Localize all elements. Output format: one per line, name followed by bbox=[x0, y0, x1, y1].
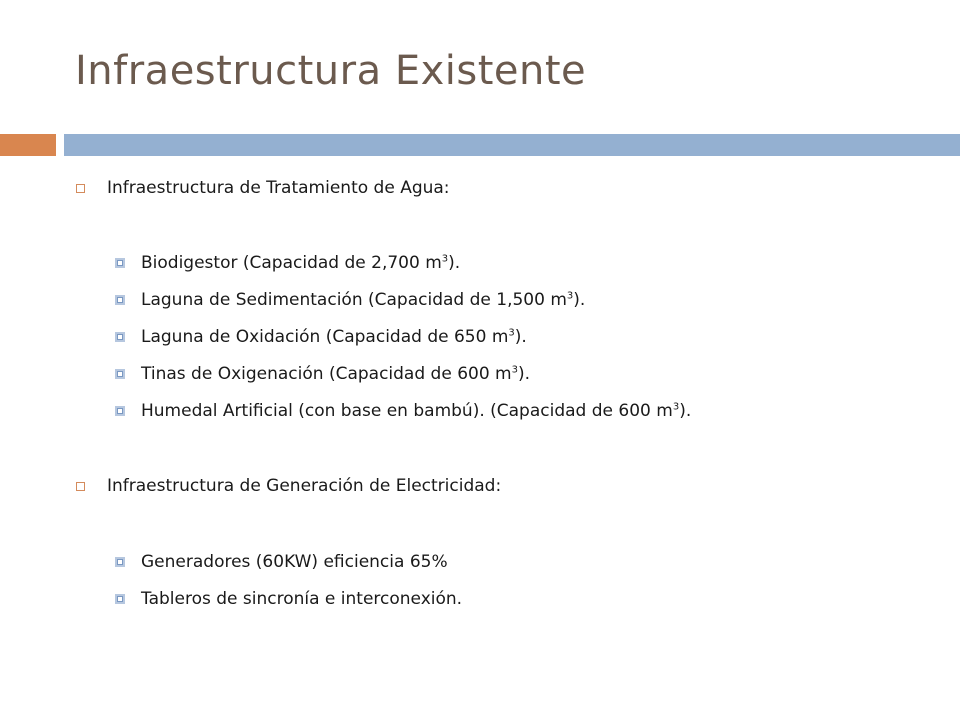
list-item bbox=[115, 253, 460, 273]
bullet-square-icon bbox=[76, 482, 85, 491]
section-heading-text: Infraestructura de Generación de Electricidad: bbox=[107, 476, 502, 496]
list-item bbox=[115, 290, 585, 310]
list-item bbox=[115, 552, 448, 572]
list-item-text: Biodigestor (Capacidad de 2,700 $m^3$). bbox=[141, 253, 461, 273]
bullet-square-icon bbox=[115, 295, 125, 305]
list-item-text: Laguna de Sedimentación (Capacidad de 1,500 $m^3$). bbox=[141, 290, 586, 310]
list-item-text: Laguna de Oxidación (Capacidad de 650 $m^3$). bbox=[141, 327, 527, 347]
bullet-square-icon bbox=[115, 594, 125, 604]
section-heading-text: Infraestructura de Tratamiento de Agua: bbox=[107, 178, 450, 198]
bullet-square-icon bbox=[76, 184, 85, 193]
section-heading-water bbox=[76, 178, 450, 198]
list-item bbox=[115, 364, 530, 384]
list-item bbox=[115, 401, 691, 421]
list-item bbox=[115, 589, 462, 609]
bullet-square-icon bbox=[115, 406, 125, 416]
section-heading-electricity bbox=[76, 476, 501, 496]
bullet-square-icon bbox=[115, 369, 125, 379]
bullet-square-icon bbox=[115, 258, 125, 268]
list-item-text: Tableros de sincronía e interconexión. bbox=[141, 589, 463, 609]
bullet-square-icon bbox=[115, 557, 125, 567]
bullet-square-icon bbox=[115, 332, 125, 342]
list-item-text: Humedal Artificial (con base en bambú). (Capacidad de 600 $m^3$). bbox=[141, 401, 692, 421]
slide-title: Infraestructura Existente bbox=[75, 48, 587, 94]
list-item-text: Generadores (60KW) eficiencia 65% bbox=[141, 552, 448, 572]
list-item bbox=[115, 327, 527, 347]
list-item-text: Tinas de Oxigenación (Capacidad de 600 $m^3$). bbox=[141, 364, 531, 384]
